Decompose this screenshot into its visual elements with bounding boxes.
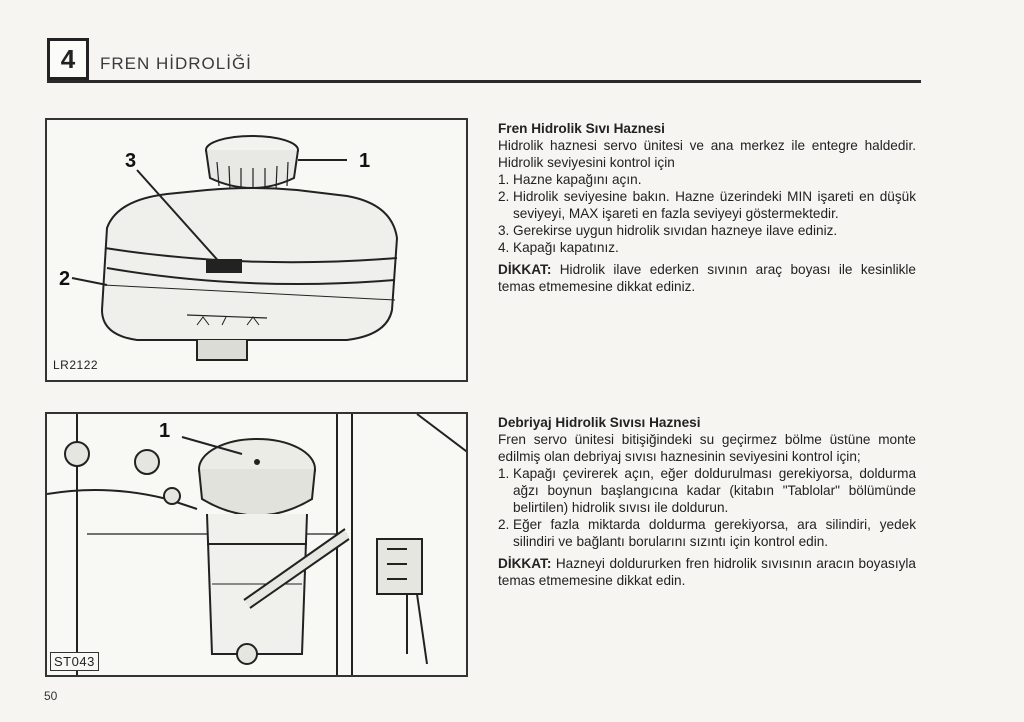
step-number: 1. (498, 466, 510, 481)
step-number: 1. (498, 172, 510, 187)
clutch-reservoir-illustration (47, 414, 468, 677)
section-intro: Hidrolik haznesi servo ünitesi ve ana merkez ile entegre haldedir. Hidrolik seviyesini kontrol için (498, 138, 916, 170)
header-rule (47, 80, 921, 83)
page-number: 50 (44, 689, 58, 703)
clutch-fluid-section (498, 414, 916, 589)
step-text: Kapağı çevirerek açın, eğer doldurulması gerekiyorsa, doldurma ağzı boynun başlangıcına kadar (kitabın "Tablolar" bölümünde belirtilen) hidrolik sıvısı ile doldurun. (513, 466, 916, 515)
step-item (498, 222, 916, 239)
step-number: 4. (498, 240, 510, 255)
callout-3: 3 (125, 150, 137, 172)
brake-reservoir-figure (45, 118, 468, 382)
step-item (498, 188, 916, 222)
callout-1: 1 (159, 420, 171, 442)
brake-fluid-section (498, 120, 916, 295)
step-number: 2. (498, 517, 510, 532)
figure-code: LR2122 (53, 358, 99, 372)
step-text: Eğer fazla miktarda doldurma gerekiyorsa, ara silindiri, yedek silindiri ve bağlantı borularını sızıntı için kontrol edin. (513, 517, 916, 549)
step-item (498, 239, 916, 256)
step-text: Kapağı kapatınız. (513, 240, 619, 255)
step-text: Hidrolik seviyesine bakın. Hazne üzerindeki MIN işareti en düşük seviyeyi, MAX işareti en fazla seviyeyi göstermektedir. (513, 189, 916, 221)
callout-2: 2 (59, 268, 71, 290)
callout-1: 1 (359, 150, 371, 172)
section-title: Fren Hidrolik Sıvı Haznesi (498, 121, 665, 136)
warning-label: DİKKAT: (498, 556, 552, 571)
step-item (498, 171, 916, 188)
step-list (498, 171, 916, 256)
step-list (498, 465, 916, 550)
warning-text: Hidrolik ilave ederken sıvının araç boyası ile kesinlikle temas etmemesine dikkat ediniz. (498, 262, 916, 294)
chapter-title: FREN HİDROLİĞİ (100, 54, 252, 73)
step-item (498, 465, 916, 516)
warning-text: Hazneyi doldururken fren hidrolik sıvısının aracın boyasıyla temas etmemesine dikkat edin. (498, 556, 916, 588)
step-item (498, 516, 916, 550)
section-title: Debriyaj Hidrolik Sıvısı Haznesi (498, 415, 701, 430)
warning-note (498, 261, 916, 295)
figure-code: ST043 (50, 652, 99, 671)
brake-reservoir-illustration (47, 120, 468, 382)
warning-note (498, 555, 916, 589)
step-text: Gerekirse uygun hidrolik sıvıdan hazneye ilave ediniz. (513, 223, 838, 238)
step-number: 3. (498, 223, 510, 238)
warning-label: DİKKAT: (498, 262, 552, 277)
chapter-number: 4 (60, 43, 76, 74)
step-number: 2. (498, 189, 510, 204)
section-intro: Fren servo ünitesi bitişiğindeki su geçirmez bölme üstüne monte edilmiş olan debriyaj sıvısı haznesinin seviyesini kontrol için; (498, 432, 916, 464)
step-text: Hazne kapağını açın. (513, 172, 642, 187)
clutch-reservoir-figure (45, 412, 468, 677)
chapter-number-badge (47, 38, 89, 80)
